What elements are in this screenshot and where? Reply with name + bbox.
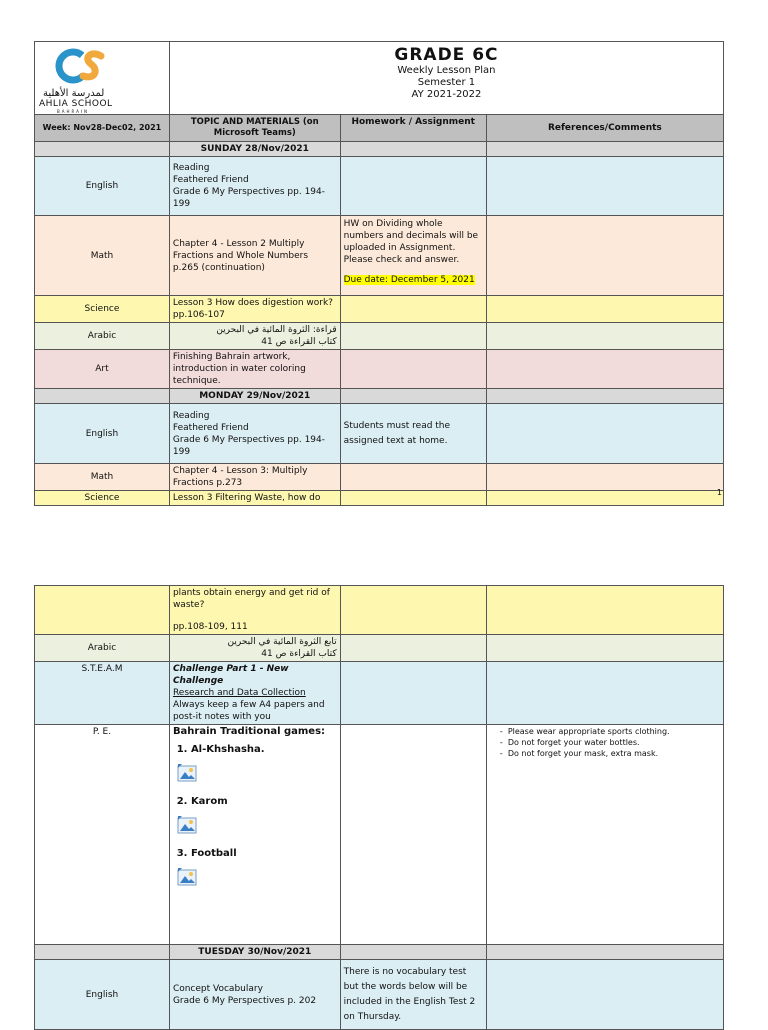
broken-image-icon xyxy=(177,816,197,834)
day-header-monday: MONDAY 29/Nov/2021 xyxy=(169,389,340,404)
page-title: GRADE 6C xyxy=(394,45,499,65)
pe-note: - Do not forget your water bottles. xyxy=(508,737,720,748)
subject-arabic: Arabic xyxy=(35,323,170,350)
school-arabic-name: لمدرسة الأهلية xyxy=(43,88,105,99)
topic-science-pages: pp.108-109, 111 xyxy=(172,622,248,632)
topic-arabic-line: كتاب القراءة ص 41 xyxy=(261,337,337,347)
pe-note: - Do not forget your mask, extra mask. xyxy=(508,748,720,759)
pe-notes xyxy=(490,726,720,759)
pe-game: 2. Karom xyxy=(191,796,337,808)
topic-science: Lesson 3 Filtering Waste, how do xyxy=(169,491,340,506)
topic-line: Feathered Friend xyxy=(172,175,249,185)
day-header-sunday: SUNDAY 28/Nov/2021 xyxy=(169,142,340,157)
page-number: 1 xyxy=(716,488,722,497)
pe-game: 1. Al-Khshasha. xyxy=(191,744,337,756)
pe-heading: Bahrain Traditional games: xyxy=(172,726,326,737)
topic-art: Finishing Bahrain artwork, introduction in water coloring technique. xyxy=(169,350,340,389)
subject-math: Math xyxy=(35,216,170,296)
pe-game: 3. Football xyxy=(191,848,337,860)
homework-english: There is no vocabulary test but the words below will be included in the English Test 2 on Thursday. xyxy=(340,960,486,1030)
topic-science: Lesson 3 How does digestion work? pp.106-107 xyxy=(169,296,340,323)
school-name: AHLIA SCHOOL xyxy=(39,99,113,109)
topic-line: Grade 6 My Perspectives p. 202 xyxy=(172,995,317,1006)
topic-math: Chapter 4 - Lesson 2 Multiply Fractions and Whole Numbers p.265 (continuation) xyxy=(169,216,340,296)
subject-science: Science xyxy=(35,491,170,506)
topic-line: Concept Vocabulary xyxy=(172,983,263,994)
subject-math: Math xyxy=(35,464,170,491)
topic-line: Reading xyxy=(172,410,210,421)
pe-games-list xyxy=(173,744,337,756)
due-date: Due date: December 5, 2021 xyxy=(343,275,475,285)
topic-line: Reading xyxy=(172,163,210,173)
subject-arabic: Arabic xyxy=(35,635,170,662)
topic-arabic-line: قراءة: الثروة المائية في البحرين xyxy=(216,325,337,335)
pe-games-list xyxy=(173,848,337,860)
steam-note: Always keep a few A4 papers and post-it notes with you xyxy=(172,700,325,722)
subtitle-semester: Semester 1 xyxy=(417,77,476,88)
column-header-week: Week: Nov28-Dec02, 2021 xyxy=(35,115,170,142)
column-header-references: References/Comments xyxy=(486,115,723,142)
subtitle-plan: Weekly Lesson Plan xyxy=(397,65,496,76)
column-header-topic: TOPIC AND MATERIALS (on Microsoft Teams) xyxy=(169,115,340,142)
pe-games-list xyxy=(173,796,337,808)
subject-science: Science xyxy=(35,296,170,323)
topic-line: Feathered Friend xyxy=(172,422,249,433)
topic-science-continued: plants obtain energy and get rid of waste? xyxy=(172,588,330,610)
subject-english: English xyxy=(35,960,170,1030)
homework-math: HW on Dividing whole numbers and decimals will be uploaded in Assignment. Please check and answer. xyxy=(343,219,479,265)
subject-english: English xyxy=(35,157,170,216)
column-header-homework: Homework / Assignment xyxy=(340,115,486,142)
steam-challenge: Challenge Part 1 - New Challenge xyxy=(172,664,289,686)
broken-image-icon xyxy=(177,764,197,782)
subject-pe: P. E. xyxy=(35,725,170,945)
topic-arabic-line: كتاب القراءة ص 41 xyxy=(261,649,337,659)
topic-arabic-line: تابع الثروة المائية في البحرين xyxy=(227,637,337,647)
broken-image-icon xyxy=(177,868,197,886)
school-location: BAHRAIN xyxy=(57,109,90,114)
subject-art: Art xyxy=(35,350,170,389)
lesson-plan-table-page-2 xyxy=(34,585,724,1030)
pe-note: - Please wear appropriate sports clothing. xyxy=(508,726,720,737)
topic-line: Grade 6 My Perspectives pp. 194-199 xyxy=(172,434,326,457)
subtitle-year: AY 2021-2022 xyxy=(411,89,482,100)
topic-math: Chapter 4 - Lesson 3: Multiply Fractions p.273 xyxy=(169,464,340,491)
day-header-tuesday: TUESDAY 30/Nov/2021 xyxy=(169,945,340,960)
steam-research: Research and Data Collection xyxy=(172,688,306,698)
subject-steam: S.T.E.A.M xyxy=(35,662,170,725)
subject-english: English xyxy=(35,404,170,464)
topic-line: Grade 6 My Perspectives pp. 194-199 xyxy=(172,187,326,209)
homework-english: Students must read the assigned text at home. xyxy=(340,404,486,464)
